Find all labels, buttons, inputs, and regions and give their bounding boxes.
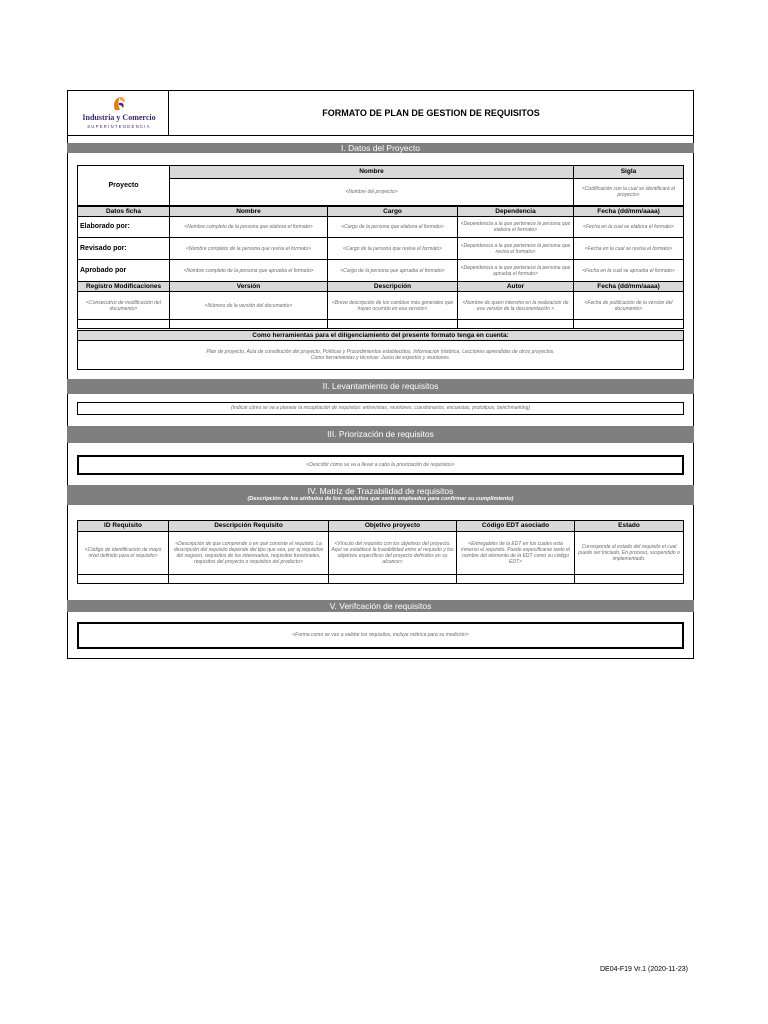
mod-registro: <Consecutivo de modificación del documento>	[77, 291, 170, 320]
mod-empty-cell	[457, 319, 574, 329]
mod-descripcion: <Breve descripción de los cambios más generales que hayan ocurrido en esa versión>	[327, 291, 458, 320]
matrix-header-edt: Código EDT asociado	[456, 520, 575, 532]
logo-subtitle: SUPERINTENDENCIA	[87, 124, 151, 129]
section-5-title: V. Verifcación de requisitos	[67, 600, 694, 612]
verificacion-field: <Forma como se van a validar los requisitos, incluye métrica para su medición>	[77, 622, 684, 649]
mod-empty-cell	[77, 319, 170, 329]
revisado-cargo: <Cargo de la persona que revisa el formato>	[327, 237, 458, 260]
project-sigla-header: Sigla	[573, 165, 684, 179]
tools-line-2: Como herramientas y técnicas: Juicio de expertos y reuniones.	[310, 355, 451, 361]
ficha-header-fecha: Fecha (dd/mm/aaaa)	[573, 206, 684, 217]
project-sigla-value: <Codificación con la cual se identificará el proyecto>	[573, 178, 684, 206]
tools-header: Como herramientas para el diligenciamiento del presente formato tenga en cuenta:	[77, 330, 684, 341]
tools-body	[77, 340, 684, 370]
ficha-header-cargo: Cargo	[327, 206, 458, 217]
section-2-title: II. Levantamiento de requisitos	[67, 379, 694, 394]
elaborado-cargo: <Cargo de la persona que elabora el formato>	[327, 216, 458, 238]
revisado-fecha: <Fecha en la cual se revisa el formato>	[573, 237, 684, 260]
mod-empty-cell	[327, 319, 458, 329]
section-4-title-text: IV. Matriz de Trazabilidad de requisitos	[307, 486, 454, 496]
revisado-nombre: <Nombre completo de la persona que revisa el formato>	[169, 237, 328, 260]
mod-fecha: <Fecha de publicación de la versión del documento>	[573, 291, 684, 320]
matrix-descripcion-value: <Descripción de que comprende o en qué consiste el requisito. La descripción del requisito depende del tipo que sea, por ej requisitos del negocio, requisitos de los interesados, requisitos funcionales, requisitos del proyecto o requisitos del producto>	[168, 531, 329, 575]
elaborado-fecha: <Fecha en la cual se elabora el formato>	[573, 216, 684, 238]
matrix-objetivo-value: <Vínculo del requisito con los objetivos del proyecto. Aquí se establece la trazabilidad entre el requisito y los objetivos específicos del proyecto definidos en su alcance>	[328, 531, 457, 575]
tools-line-1: Plan de proyecto, Acta de constitución del proyecto, Políticas y Procedimientos establecidos, Información histórica, Lecciones aprendidas de otros proyectos.	[206, 349, 555, 355]
sic-logo-icon	[111, 96, 127, 111]
matrix-header-objetivo: Objetivo proyecto	[328, 520, 457, 532]
matrix-empty-cell	[328, 574, 457, 584]
elaborado-nombre: <Nombre completo de la persona que elabora el formato>	[169, 216, 328, 238]
ficha-header-dependencia: Dependencia	[457, 206, 574, 217]
matrix-edt-value: <Entregables de la EDT en los cuales esta inmerso el requisito. Puede especificarse tanto el nombre del elemento de la EDT como su código EDT>	[456, 531, 575, 575]
document-title: FORMATO DE PLAN DE GESTION DE REQUISITOS	[168, 90, 694, 136]
matrix-empty-cell	[168, 574, 329, 584]
priorizacion-field: <Describir cómo se va a llevar a cabo la priorización de requisitos>	[77, 455, 684, 475]
mod-header-autor: Autor	[457, 281, 574, 292]
ficha-header-datos: Datos ficha	[77, 206, 170, 217]
matrix-header-id: ID Requisito	[77, 520, 169, 532]
ficha-header-nombre: Nombre	[169, 206, 328, 217]
mod-header-descripcion: Descripción	[327, 281, 458, 292]
aprobado-fecha: <Fecha en la cual se aprueba el formato>	[573, 259, 684, 282]
logo-name: Industria y Comercio	[82, 113, 156, 122]
matrix-header-estado: Estado	[574, 520, 684, 532]
elaborado-label: Elaborado por:	[77, 216, 170, 238]
aprobado-dependencia: <Dependencia a la que pertenece la persona que aprueba el formato>	[457, 259, 574, 282]
section-1-title: I. Datos del Proyecto	[67, 143, 694, 153]
aprobado-cargo: <Cargo de la persona que aprueba el formato>	[327, 259, 458, 282]
mod-header-fecha: Fecha (dd/mm/aaaa)	[573, 281, 684, 292]
matrix-empty-cell	[77, 574, 169, 584]
mod-empty-cell	[573, 319, 684, 329]
document-code: DE04-F19 Vr.1 (2020-11-23)	[600, 966, 688, 973]
section-4-title	[67, 485, 694, 505]
mod-empty-cell	[169, 319, 328, 329]
mod-header-registro: Registro Modificaciones	[77, 281, 170, 292]
project-label: Proyecto	[77, 165, 170, 206]
aprobado-label: Aprobado por	[77, 259, 170, 282]
revisado-dependencia: <Dependencia a la que pertenece la persona que revisa el formato>	[457, 237, 574, 260]
project-name-header: Nombre	[169, 165, 574, 179]
revisado-label: Revisado por:	[77, 237, 170, 260]
elaborado-dependencia: <Dependencia a la que pertenece la persona que elabora el formato>	[457, 216, 574, 238]
matrix-estado-value: Corresponde al estado del requisito el cual puede ser:Iniciado, En proceso, suspendido o implementado.	[574, 531, 684, 575]
project-name-value: <Nombre del proyecto>	[169, 178, 574, 206]
matrix-header-descripcion: Descripción Requisito	[168, 520, 329, 532]
mod-header-version: Versión	[169, 281, 328, 292]
matrix-id-value: <Código de identificación de mayo nivel definido para el requisito>	[77, 531, 169, 575]
aprobado-nombre: <Nombre completo de la persona que aprueba el formato>	[169, 259, 328, 282]
levantamiento-field: (Indicar cómo se va a planear la recopilación de requisitos: entrevistas, reuniones, cuestionarios, encuestas, prototipos, benchmarking)	[77, 402, 684, 415]
logo-cell	[67, 90, 169, 136]
matrix-empty-cell	[456, 574, 575, 584]
mod-version: <Número de la versión del documento>	[169, 291, 328, 320]
mod-autor: <Nombre de quien intervino en la realización de esa versión de la documentación >	[457, 291, 574, 320]
logo	[76, 96, 162, 132]
section-4-subtitle: (Descripción de los atributos de los requisitos que serán empleados para confirmar su cumplimiento)	[247, 496, 514, 502]
matrix-empty-cell	[574, 574, 684, 584]
section-3-title: III. Priorización de requisitos	[67, 426, 694, 443]
